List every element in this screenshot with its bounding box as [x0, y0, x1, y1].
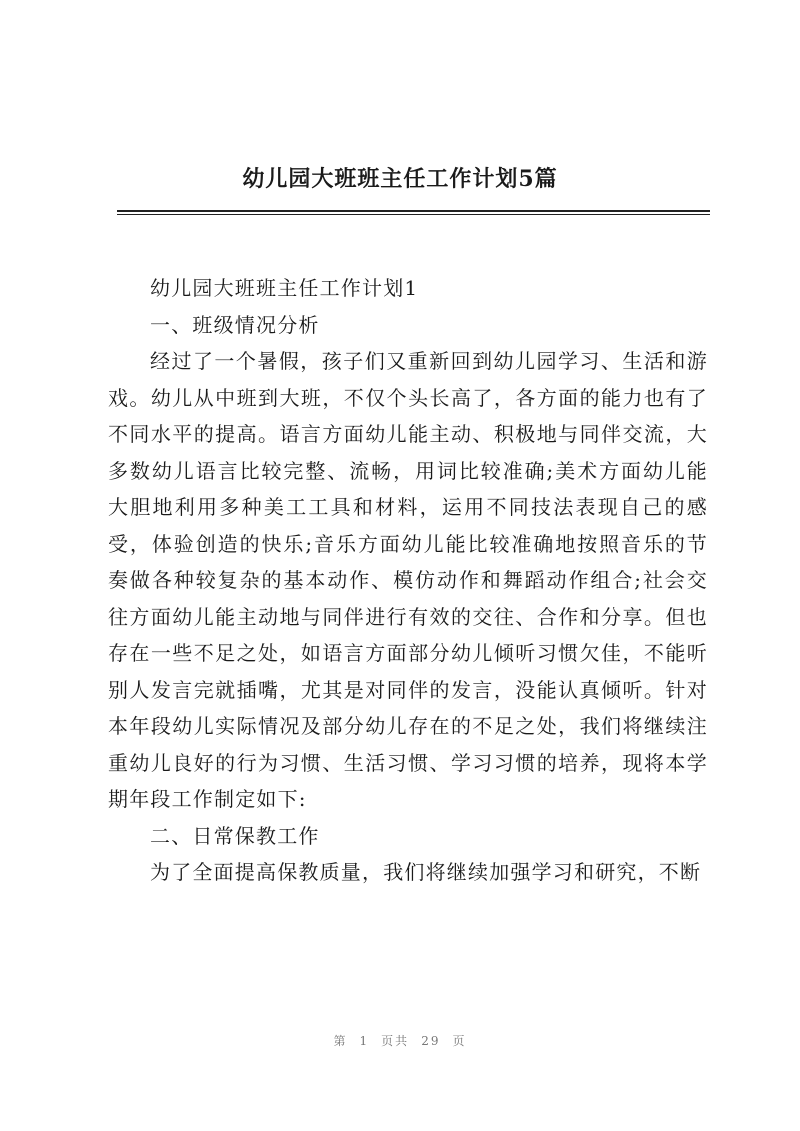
- subsection-heading: 二、日常保教工作: [150, 823, 320, 848]
- footer-prefix: 第: [333, 1034, 348, 1048]
- footer-middle: 页共: [381, 1034, 410, 1048]
- footer-total-pages: 29: [421, 1034, 441, 1048]
- page-footer: [0, 1032, 800, 1049]
- document-title: 幼儿园大班班主任工作计划5篇: [242, 166, 558, 192]
- document-body: [108, 270, 708, 891]
- body-paragraph: 经过了一个暑假，孩子们又重新回到幼儿园学习、生活和游戏。幼儿从中班到大班，不仅个头长高了，各方面的能力也有了不同水平的提高。语言方面幼儿能主动、积极地与同伴交流，大多数幼儿语言比较完整、流畅，用词比较准确;美术方面幼儿能大胆地利用多种美工工具和材料，运用不同技法表现自己的感受，体验创造的快乐;音乐方面幼儿能比较准确地按照音乐的节奏做各种较复杂的基本动作、模仿动作和舞蹈动作组合;社会交往方面幼儿能主动地与同伴进行有效的交往、合作和分享。但也存在一些不足之处，如语言方面部分幼儿倾听习惯欠佳，不能听别人发言完就插嘴，尤其是对同伴的发言，没能认真倾听。针对本年段幼儿实际情况及部分幼儿存在的不足之处，我们将继续注重幼儿良好的行为习惯、生活习惯、学习习惯的培养，现将本学期年段工作制定如下:: [108, 349, 708, 811]
- footer-page-number: 1: [359, 1034, 370, 1048]
- subsection-heading: 一、班级情况分析: [150, 312, 320, 337]
- section-heading: 幼儿园大班班主任工作计划1: [150, 276, 419, 300]
- footer-suffix: 页: [452, 1034, 467, 1048]
- body-paragraph: 为了全面提高保教质量，我们将继续加强学习和研究，不断: [150, 860, 702, 884]
- title-divider: [117, 210, 710, 212]
